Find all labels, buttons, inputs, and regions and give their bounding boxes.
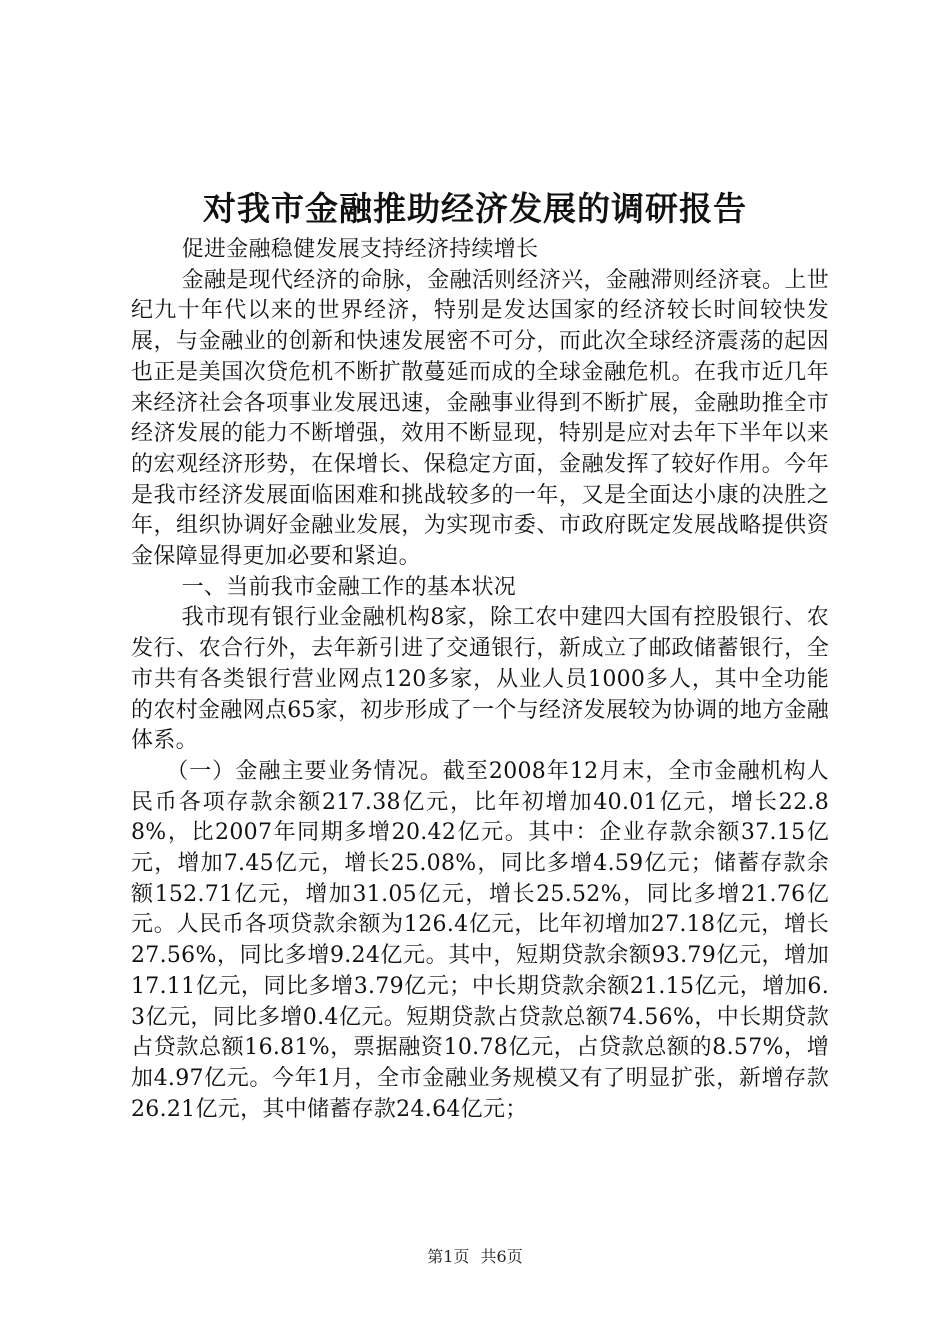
business-paragraph: （一）金融主要业务情况。截至2008年12月末，全市金融机构人民币各项存款余额217.38亿元，比年初增加40.01亿元，增长22.88%，比2007年同期多增20.42亿元。其中：企业存款余额37.15亿元，增加7.45亿元，增长25.08%，同比多增4.59亿元；储蓄存款余额152.71亿元，增加31.05亿元，增长25.52%，同比多增21.76亿元。人民币各项贷款余额为126.4亿元，比年初增加27.18亿元，增长27.56%，同比多增9.24亿元。其中，短期贷款余额93.79亿元，增加17.11亿元，同比多增3.79亿元；中长期贷款余额21.15亿元，增加6.3亿元，同比多增0.4亿元。短期贷款占贷款总额74.56%，中长期贷款占贷款总额16.81%，票据融资10.78亿元，占贷款总额的8.57%，增加4.97亿元。今年1月，全市金融业务规模又有了明显扩张，新增存款26.21亿元，其中储蓄存款24.64亿元； <box>131 758 829 1122</box>
subtitle-paragraph: 促进金融稳健发展支持经济持续增长 <box>181 237 539 262</box>
section-heading: 一、当前我市金融工作的基本状况 <box>181 574 517 600</box>
page-footer <box>0 1244 950 1267</box>
page-number: 第1页 <box>427 1247 470 1266</box>
document-title: 对我市金融推助经济发展的调研报告 <box>203 189 747 228</box>
intro-paragraph: 金融是现代经济的命脉，金融活则经济兴，金融滞则经济衰。上世纪九十年代以来的世界经济，特别是发达国家的经济较长时间较快发展，与金融业的创新和快速发展密不可分，而此次全球经济震荡的起因也正是美国次贷危机不断扩散蔓延而成的全球金融危机。在我市近几年来经济社会各项事业发展迅速，金融事业得到不断扩展，金融助推全市经济发展的能力不断增强，效用不断显现，特别是应对去年下半年以来的宏观经济形势，在保增长、保稳定方面，金融发挥了较好作用。今年是我市经济发展面临困难和挑战较多的一年，又是全面达小康的决胜之年，组织协调好金融业发展，为实现市委、市政府既定发展战略提供资金保障显得更加必要和紧迫。 <box>131 267 829 570</box>
institutions-paragraph: 我市现有银行业金融机构8家，除工农中建四大国有控股银行、农发行、农合行外，去年新引进了交通银行，新成立了邮政储蓄银行，全市共有各类银行营业网点120多家，从业人员1000多人，其中全功能的农村金融网点65家，初步形成了一个与经济发展较为协调的地方金融体系。 <box>131 605 829 754</box>
document-body <box>131 235 829 1125</box>
page-total: 共6页 <box>480 1247 523 1266</box>
